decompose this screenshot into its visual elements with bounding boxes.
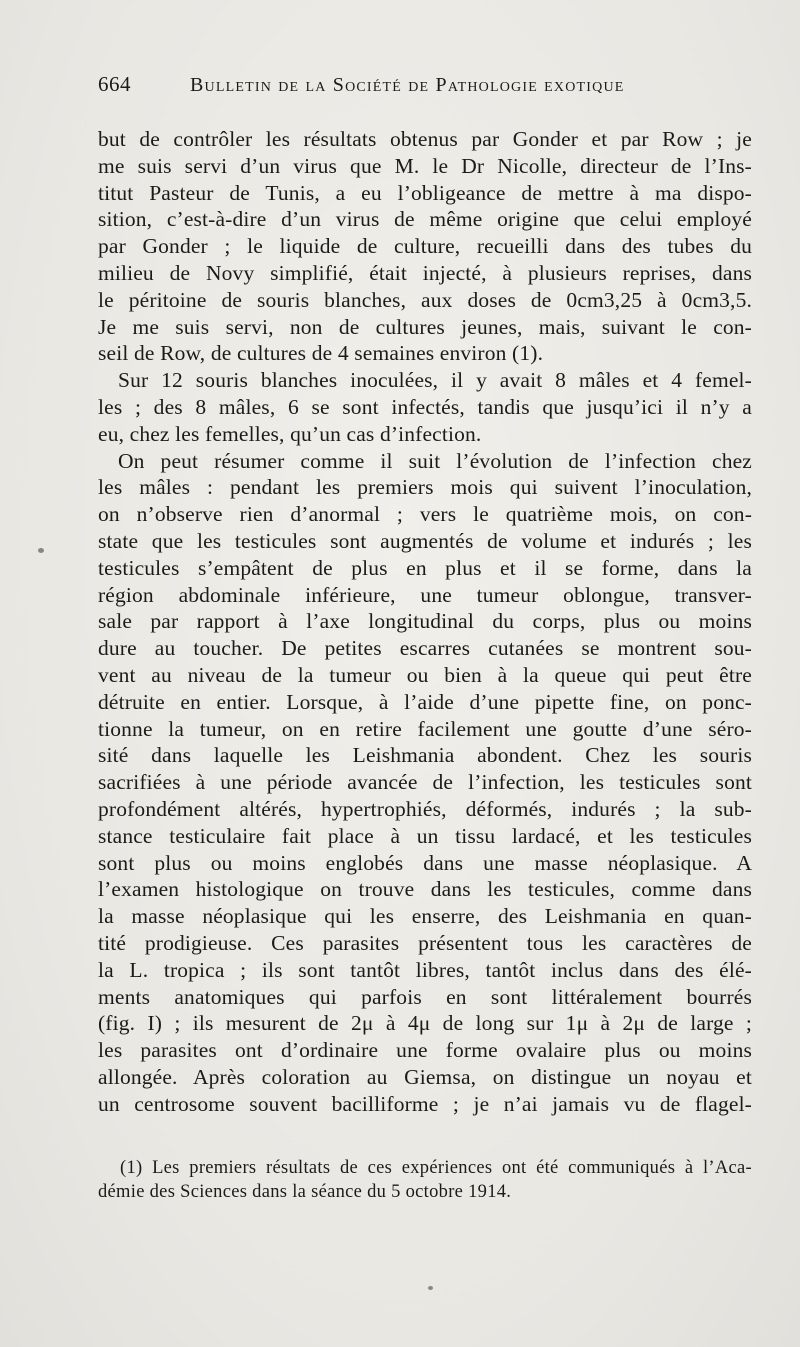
text-line: on n’observe rien d’anormal ; vers le quatrième mois, on con- [98,502,752,527]
text-line: l’examen histologique on trouve dans les testicules, comme dans [98,877,752,902]
paper-speck [38,548,44,553]
text-line: Sur 12 souris blanches inoculées, il y avait 8 mâles et 4 femel- [118,368,752,393]
footnote-line: démie des Sciences dans la séance du 5 octobre 1914. [98,1181,512,1202]
text-line: les mâles : pendant les premiers mois qui suivent l’inoculation, [98,475,752,500]
page-header [98,72,752,112]
text-line: tionne la tumeur, on en retire facilement une goutte d’une séro- [98,716,752,741]
text-line: le péritoine de souris blanches, aux doses de 0cm3,25 à 0cm3,5. [98,287,752,312]
text-line: les ; des 8 mâles, 6 se sont infectés, tandis que jusqu’ici il n’y a [98,394,752,419]
body-text [98,126,752,1117]
text-line: stance testiculaire fait place à un tissu lardacé, et les testicules [98,823,752,848]
text-line: titut Pasteur de Tunis, a eu l’obligeance de mettre à ma dispo- [98,180,752,205]
text-line: state que les testicules sont augmentés de volume et indurés ; les [98,528,752,553]
text-line: sale par rapport à l’axe longitudinal du corps, plus ou moins [98,609,752,634]
text-line: Je me suis servi, non de cultures jeunes, mais, suivant le con- [98,314,752,339]
footnote [98,1157,752,1204]
text-line: testicules s’empâtent de plus en plus et il se forme, dans la [98,555,752,580]
text-line: vent au niveau de la tumeur ou bien à la queue qui peut être [98,662,752,687]
paper-speck [428,1286,433,1290]
text-line: seil de Row, de cultures de 4 semaines environ (1). [98,341,544,366]
text-line: sont plus ou moins englobés dans une masse néoplasique. A [98,850,752,875]
text-line: par Gonder ; le liquide de culture, recueilli dans des tubes du [98,234,752,259]
text-line: dure au toucher. De petites escarres cutanées se montrent sou- [98,636,752,661]
text-line: sacrifiées à une période avancée de l’infection, les testicules sont [98,770,752,795]
text-line: les parasites ont d’ordinaire une forme ovalaire plus ou moins [98,1038,752,1063]
text-line: me suis servi d’un virus que M. le Dr Nicolle, directeur de l’Ins- [98,153,752,178]
text-line: On peut résumer comme il suit l’évolution de l’infection chez [118,448,752,473]
text-line: tité prodigieuse. Ces parasites présentent tous les caractères de [98,930,752,955]
text-line: eu, chez les femelles, qu’un cas d’infection. [98,421,482,446]
text-line: ments anatomiques qui parfois en sont littéralement bourrés [98,984,752,1009]
page-number: 664 [98,72,131,96]
text-line: milieu de Novy simplifié, était injecté, à plusieurs reprises, dans [98,260,752,285]
text-line: la masse néoplasique qui les enserre, des Leishmania en quan- [98,904,752,929]
running-title: Bulletin de la Société de Pathologie exotique [190,74,625,96]
text-line: sition, c’est-à-dire d’un virus de même origine que celui employé [98,207,752,232]
text-line: profondément altérés, hypertrophiés, déformés, indurés ; la sub- [98,796,752,821]
text-line: sité dans laquelle les Leishmania abondent. Chez les souris [98,743,752,768]
text-line: (fig. I) ; ils mesurent de 2μ à 4μ de long sur 1μ à 2μ de large ; [98,1011,752,1036]
text-line: détruite en entier. Lorsque, à l’aide d’une pipette fine, on ponc- [98,689,752,714]
text-line: un centrosome souvent bacilliforme ; je n’ai jamais vu de flagel- [98,1091,752,1116]
footnote-line: (1) Les premiers résultats de ces expériences ont été communiqués à l’Aca- [120,1158,752,1179]
text-line: but de contrôler les résultats obtenus par Gonder et par Row ; je [98,127,752,151]
text-line: région abdominale inférieure, une tumeur oblongue, transver- [98,582,752,607]
text-line: allongée. Après coloration au Giemsa, on distingue un noyau et [98,1064,752,1089]
text-line: la L. tropica ; ils sont tantôt libres, tantôt inclus dans des élé- [98,957,752,982]
